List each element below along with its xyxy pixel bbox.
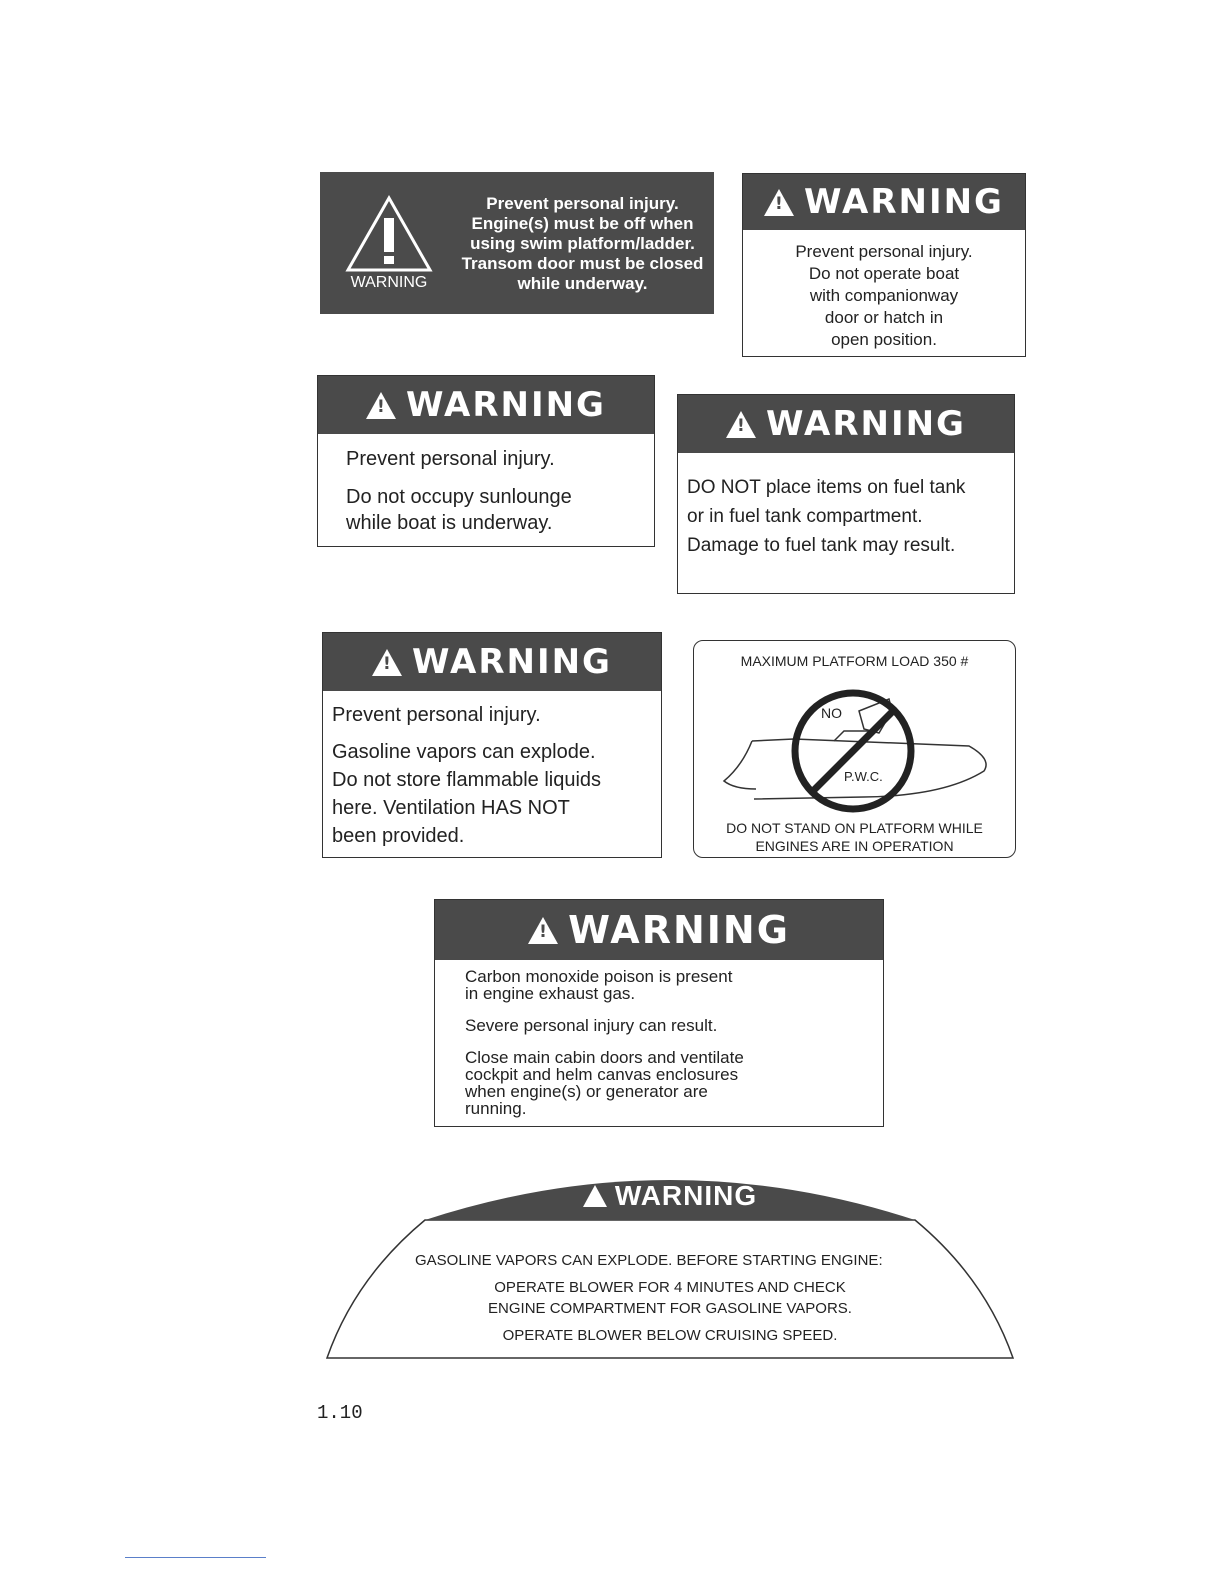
warning-triangle-icon bbox=[528, 917, 558, 944]
warning-header: ! WARNING bbox=[435, 900, 883, 960]
platform-load-label bbox=[693, 640, 1016, 858]
warning-header: ! WARNING bbox=[318, 376, 654, 434]
swim-platform-warning-label bbox=[320, 172, 714, 314]
companionway-text: Prevent personal injury. Do not operate boat with companionway door or hatch in open position. bbox=[795, 242, 973, 349]
fuel-tank-warning-label bbox=[677, 394, 1015, 594]
swim-platform-text: Prevent personal injury. Engine(s) must be off when using swim platform/ladder. Transom door must be closed while underway. bbox=[461, 194, 704, 293]
no-text: NO bbox=[821, 705, 842, 721]
fuel-tank-text: DO NOT place items on fuel tank or in fuel tank compartment. Damage to fuel tank may result. bbox=[687, 477, 966, 556]
warning-caption: WARNING bbox=[350, 274, 428, 291]
warning-triangle-icon bbox=[344, 194, 434, 274]
no-pwc-boat-icon bbox=[694, 671, 1017, 821]
footer-rule bbox=[125, 1557, 266, 1558]
warning-header: ! WARNING bbox=[743, 174, 1025, 230]
sunlounge-text: Prevent personal injury. Do not occupy sunlounge while boat is underway. bbox=[346, 448, 572, 534]
warning-triangle-icon bbox=[764, 189, 794, 216]
platform-caution-text: DO NOT STAND ON PLATFORM WHILE ENGINES ARE IN OPERATION bbox=[726, 820, 983, 854]
gasoline-storage-warning-label bbox=[322, 632, 662, 858]
warning-triangle-icon bbox=[726, 411, 756, 438]
sunlounge-warning-label bbox=[317, 375, 655, 547]
gasoline-storage-text: Prevent personal injury. Gasoline vapors can explode. Do not store flammable liquids here. Ventilation HAS NOT been provided. bbox=[332, 704, 602, 847]
warning-header: ! WARNING bbox=[678, 395, 1014, 453]
carbon-monoxide-text: Carbon monoxide poison is present in engine exhaust gas. Severe personal injury can result. Close main cabin doors and ventilate cockpit and helm canvas enclosures when engine(s) or generator are running. bbox=[465, 967, 744, 1118]
blower-warning-label: WARNING GASOLINE VAPORS CAN EXPLODE. BEFORE STARTING ENGINE: OPERATE BLOWER FOR 4 MINUTES AND CHECK ENGINE COMPARTMENT FOR GASOLINE VAPORS. OPERATE BLOWER BELOW CRUISING SPEED. bbox=[325, 1158, 1015, 1360]
companionway-warning-label bbox=[742, 173, 1026, 357]
warning-triangle-icon bbox=[583, 1185, 607, 1207]
warning-triangle-icon bbox=[366, 392, 396, 419]
carbon-monoxide-warning-label bbox=[434, 899, 884, 1127]
warning-triangle-icon bbox=[372, 649, 402, 676]
warning-header: ! WARNING bbox=[323, 633, 661, 691]
pwc-text: P.W.C. bbox=[844, 769, 883, 784]
max-load-text: MAXIMUM PLATFORM LOAD 350 # bbox=[740, 653, 969, 669]
page-number: 1.10 bbox=[317, 1402, 363, 1424]
warning-header: WARNING bbox=[325, 1180, 1015, 1212]
